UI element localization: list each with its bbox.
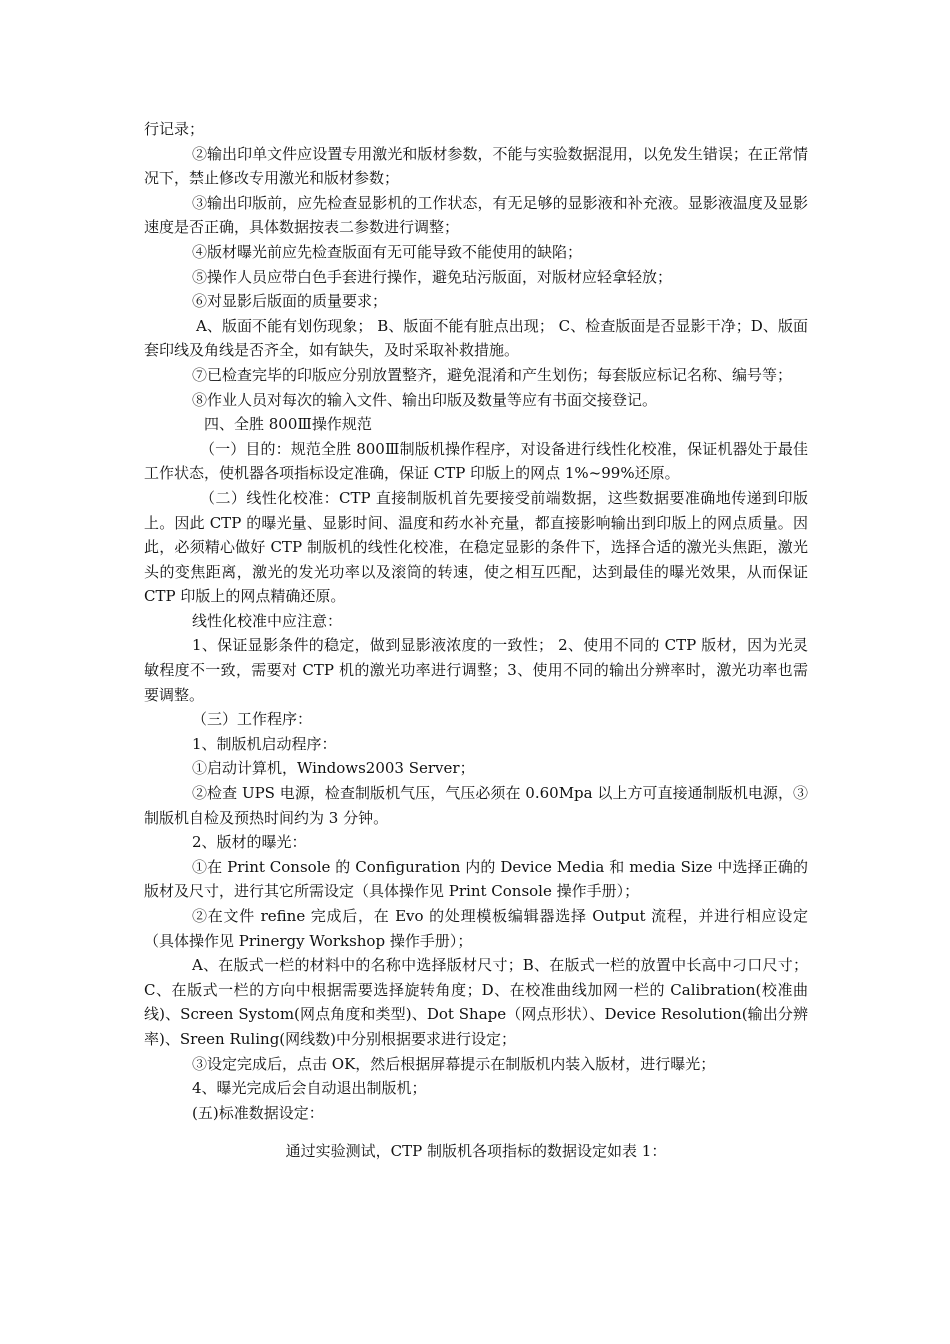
paragraph-purpose: （一）目的：规范全胜 800Ⅲ制版机操作程序，对设备进行线性化校准，保证机器处于最佳工作状态，使机器各项指标设定准确，保证 CTP 印版上的网点 1%~99%还原。 bbox=[144, 439, 808, 483]
paragraph-exposure-title: 2、版材的曝光： bbox=[192, 833, 307, 852]
paragraph-item-7: ⑦已检查完毕的印版应分别放置整齐，避免混淆和产生划伤；每套版应标记名称、编号等； bbox=[192, 365, 793, 384]
paragraph-startup-title: 1、制版机启动程序： bbox=[192, 734, 337, 753]
paragraph-item-5: ⑤操作人员应带白色手套进行操作，避免玷污版面，对版材应轻拿轻放； bbox=[192, 267, 673, 286]
paragraph-exit: 4、曝光完成后会自动退出制版机； bbox=[192, 1079, 427, 1098]
paragraph-linearization-notes-title: 线性化校准中应注意： bbox=[192, 611, 343, 630]
paragraph-standard-data-title: (五)标准数据设定： bbox=[192, 1103, 324, 1122]
paragraph-layout-settings: A、在版式一栏的材料中的名称中选择版材尺寸；B、在版式一栏的放置中长高中刁口尺寸；C、在版式一栏的方向中根据需要选择旋转角度；D、在校准曲线加网一栏的 Calibration(校准曲线)、Screen Systom(网点角度和类型)、Dot Shape（网点形状）、Device Resolution(输出分辨率)、Sreen Ruling(网线数)中分别根据要求进行设定； bbox=[144, 956, 808, 1048]
paragraph-item-2: ②输出印单文件应设置专用激光和版材参数，不能与实验数据混用，以免发生错误；在正常情况下，禁止修改专用激光和版材参数； bbox=[144, 144, 808, 188]
paragraph-exposure-step-2: ②在文件 refine 完成后，在 Evo 的处理模板编辑器选择 Output 流程，并进行相应设定（具体操作见 Prinergy Workshop 操作手册）； bbox=[144, 907, 808, 950]
paragraph-table-caption: 通过实验测试，CTP 制版机各项指标的数据设定如表 1： bbox=[285, 1142, 667, 1161]
paragraph-record-end: 行记录； bbox=[144, 120, 205, 138]
paragraph-linearization-notes: 1、保证显影条件的稳定，做到显影液浓度的一致性； 2、使用不同的 CTP 版材，因为光灵敏程度不一致，需要对 CTP 机的激光功率进行调整；3、使用不同的输出分辨率时，激光功率也需要调整。 bbox=[144, 636, 808, 704]
paragraph-item-4: ④版材曝光前应先检查版面有无可能导致不能使用的缺陷； bbox=[192, 242, 583, 261]
paragraph-startup-step-2: ②检查 UPS 电源，检查制版机气压，气压必须在 0.60Mpa 以上方可直接通制版机电源，③制版机自检及预热时间约为 3 分钟。 bbox=[144, 784, 808, 827]
paragraph-linearization: （二）线性化校准：CTP 直接制版机首先要接受前端数据，这些数据要准确地传递到印版上。因此 CTP 的曝光量、显影时间、温度和药水补充量，都直接影响输出到印版上的网点质量。因此，必须精心做好 CTP 制版机的线性化校准，在稳定显影的条件下，选择合适的激光头焦距，激光头的变焦距离，激光的发光功率以及滚筒的转速，使之相互匹配，达到最佳的曝光效果，从而保证 CTP 印版上的网点精确还原。 bbox=[144, 488, 808, 606]
paragraph-item-8: ⑧作业人员对每次的输入文件、输出印版及数量等应有书面交接登记。 bbox=[192, 390, 658, 409]
paragraph-exposure-step-3: ③设定完成后，点击 OK，然后根据屏幕提示在制版机内装入版材，进行曝光； bbox=[192, 1054, 716, 1073]
paragraph-startup-step-1: ①启动计算机，Windows2003 Server； bbox=[192, 759, 475, 778]
paragraph-exposure-step-1: ①在 Print Console 的 Configuration 内的 Device Media 和 media Size 中选择正确的版材及尺寸，进行其它所需设定（具体操作见 Print Console 操作手册）； bbox=[144, 857, 808, 901]
paragraph-quality-requirements: A、版面不能有划伤现象； B、版面不能有脏点出现； C、检查版面是否显影干净；D、版面套印线及角线是否齐全，如有缺失，及时采取补救措施。 bbox=[144, 316, 808, 360]
paragraph-work-procedure-title: （三）工作程序： bbox=[192, 710, 313, 729]
document-body bbox=[144, 117, 808, 1164]
paragraph-item-3: ③输出印版前，应先检查显影机的工作状态，有无足够的显影液和补充液。显影液温度及显影速度是否正确，具体数据按表二参数进行调整； bbox=[144, 193, 808, 237]
section-heading-4: 四、全胜 800Ⅲ操作规范 bbox=[204, 415, 372, 434]
paragraph-item-6: ⑥对显影后版面的质量要求； bbox=[192, 292, 388, 311]
